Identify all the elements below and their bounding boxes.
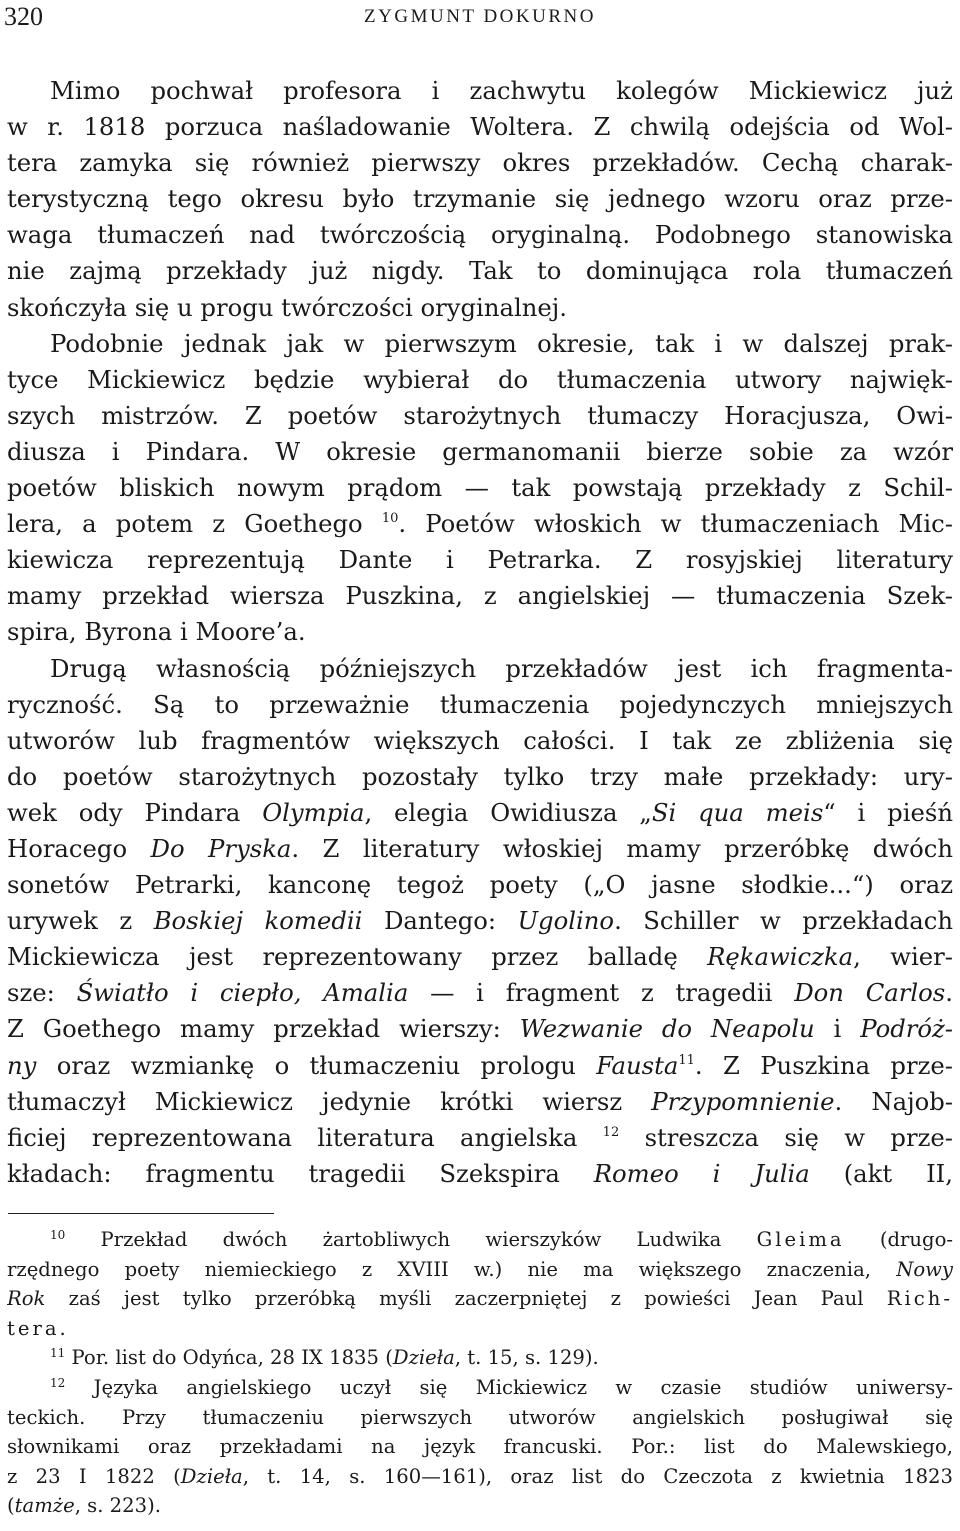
- main-text: [7, 73, 953, 1192]
- spaced-name: tera: [7, 1316, 60, 1340]
- text-line: [7, 181, 953, 217]
- line-text: szych mistrzów. Z poetów starożytnych tłumaczy Horacjusza, Owi-: [7, 400, 953, 430]
- line-text: . Schiller w przekładach: [614, 906, 953, 936]
- footnote-ref-11: 11: [678, 1052, 695, 1068]
- footnote-label: 10: [50, 1228, 66, 1242]
- footnote-text: , s. 223).: [74, 1494, 161, 1518]
- line-text: “ i pieśń: [823, 797, 953, 827]
- text-line: [7, 145, 953, 181]
- title-italic: Światło i ciepło, Amalia: [76, 978, 409, 1008]
- line-text: wek ody Pindara: [7, 797, 263, 827]
- line-text: poetów bliskich nowym prądom — tak powstają przekłady z Schil-: [7, 473, 953, 503]
- footnote-text: Por. list do Odyńca, 28 IX 1835 (: [65, 1346, 393, 1370]
- text-line: [7, 1120, 953, 1156]
- line-text: sze:: [7, 978, 77, 1008]
- line-text: streszcza się w prze-: [619, 1122, 953, 1152]
- text-line: [7, 217, 953, 253]
- footnote-label: 11: [50, 1346, 66, 1361]
- title-italic: Nowy: [896, 1257, 953, 1281]
- footnote-ref-12: 12: [602, 1124, 620, 1140]
- line-text: waga tłumaczeń nad twórczością oryginalną. Podobnego stanowiska: [7, 220, 953, 250]
- line-text: .: [945, 978, 953, 1008]
- footnote-line: [7, 1491, 953, 1521]
- line-text: ryczność. Są to przeważnie tłumaczenia pojedynczych mniejszych: [7, 689, 953, 719]
- running-head: ZYGMUNT DOKURNO: [364, 6, 596, 27]
- footnote-line: [7, 1284, 953, 1314]
- line-text: Z Goethego mamy przekład wierszy:: [7, 1014, 520, 1044]
- text-line: [7, 506, 953, 542]
- footnote-line: [7, 1462, 953, 1492]
- line-text: (akt II,: [809, 1158, 953, 1188]
- footnote-10: [7, 1225, 953, 1255]
- text-line: [7, 651, 953, 687]
- title-italic: Podróż-: [860, 1014, 953, 1044]
- line-text: skończyła się u progu twórczości oryginalnej.: [7, 292, 568, 322]
- footnotes: [7, 1225, 953, 1521]
- text-line: [7, 470, 953, 506]
- footnote-text: (drugo-: [844, 1228, 953, 1251]
- footnote-text: , t. 14, s. 160—161), oraz list do Czeczota z kwietnia 1823: [242, 1464, 953, 1488]
- footnote-line: [7, 1432, 953, 1462]
- line-text: sonetów Petrarki, kanconę tegoż poety („O jasne słodkie...“) oraz: [7, 870, 953, 900]
- text-line: [7, 867, 953, 903]
- line-text: mamy przekład wiersza Puszkina, z angielskiej — tłumaczenia Szek-: [7, 581, 953, 611]
- text-line: [7, 614, 953, 650]
- page-header: [0, 2, 960, 32]
- text-line: [7, 831, 953, 867]
- line-text: kładach: fragmentu tragedii Szekspira: [7, 1158, 594, 1188]
- text-line: [7, 290, 953, 326]
- footnote-text: Przekład dwóch żartobliwych wierszyków Ludwika: [65, 1228, 757, 1251]
- line-text: urywek z: [7, 906, 154, 936]
- text-line: [7, 723, 953, 759]
- footnote-text: Języka angielskiego uczył się Mickiewicz w czasie studiów uniwersy-: [65, 1375, 953, 1399]
- line-text: do poetów starożytnych pozostały tylko trzy małe przekłady: ury-: [7, 761, 953, 791]
- line-text: , wier-: [853, 942, 953, 972]
- spaced-name: Rich-: [886, 1287, 953, 1311]
- line-text: diusza i Pindara. W okresie germanomanii bierze sobie za wzór: [7, 436, 953, 466]
- footnote-text: rzędnego poety niemieckiego z XVIII w.) nie ma większego znaczenia,: [7, 1257, 897, 1281]
- text-line: [7, 1156, 953, 1192]
- line-text: ficiej reprezentowana literatura angielska: [7, 1122, 603, 1152]
- title-italic: Do Pryska: [150, 833, 292, 863]
- footnote-label: 12: [50, 1375, 66, 1390]
- text-line: [7, 398, 953, 434]
- line-text: . Najob-: [834, 1086, 953, 1116]
- title-italic: Boskiej komedii: [153, 906, 363, 936]
- footnote-text: (: [7, 1494, 15, 1518]
- title-italic: Przypomnienie: [651, 1086, 835, 1116]
- text-line: [7, 253, 953, 289]
- text-line: [7, 109, 953, 145]
- spaced-name: Gleima: [756, 1228, 845, 1251]
- line-text: Drugą własnością późniejszych przekładów jest ich fragmenta-: [50, 653, 953, 683]
- title-italic: Si qua meis: [651, 797, 824, 827]
- line-text: , elegia Owidiusza „: [364, 797, 652, 827]
- text-line: [7, 73, 953, 109]
- title-italic: Fausta: [596, 1050, 679, 1080]
- title-italic: Rękawiczka: [707, 942, 854, 972]
- footnote-11: [7, 1343, 953, 1373]
- footnote-12: [7, 1373, 953, 1403]
- text-line: [7, 326, 953, 362]
- line-text: Podobnie jednak jak w pierwszym okresie, tak i w dalszej prak-: [50, 328, 953, 358]
- line-text: Horacego: [7, 833, 151, 863]
- line-text: tyce Mickiewicz będzie wybierał do tłumaczenia utwory najwięk-: [7, 364, 953, 394]
- footnote-line: [7, 1403, 953, 1433]
- text-line: [7, 975, 953, 1011]
- text-line: [7, 578, 953, 614]
- title-italic: Ugolino: [517, 906, 615, 936]
- footnote-text: teckich. Przy tłumaczeniu pierwszych utworów angielskich posługiwał się: [7, 1405, 953, 1429]
- line-text: Dantego:: [362, 906, 518, 936]
- footnote-text: słownikami oraz przekładami na język francuski. Por.: list do Malewskiego,: [7, 1435, 953, 1459]
- text-line: [7, 759, 953, 795]
- title-italic: Romeo i Julia: [593, 1158, 810, 1188]
- line-text: oraz wzmiankę o tłumaczeniu prologu: [36, 1050, 597, 1080]
- line-text: lera, a potem z Goethego: [7, 509, 382, 539]
- footnote-line: [7, 1255, 953, 1285]
- text-line: [7, 362, 953, 398]
- line-text: — i fragment z tragedii: [408, 978, 795, 1008]
- page-number: 320: [4, 2, 43, 31]
- footnote-text: , t. 15, s. 129).: [454, 1346, 599, 1370]
- text-line: [7, 903, 953, 939]
- line-text: tłumaczył Mickiewicz jedynie krótki wiersz: [7, 1086, 652, 1116]
- footnote-line: [7, 1314, 953, 1344]
- text-line: [7, 795, 953, 831]
- title-italic: Rok: [7, 1287, 46, 1311]
- line-text: . Z literatury włoskiej mamy przeróbkę dwóch: [291, 833, 953, 863]
- title-italic: Dzieła: [180, 1464, 243, 1488]
- title-italic: ny: [7, 1050, 37, 1080]
- text-line: [7, 1011, 953, 1047]
- title-italic: Dzieła: [392, 1346, 455, 1370]
- title-italic: Wezwanie do Neapolu: [519, 1014, 815, 1044]
- text-line: [7, 542, 953, 578]
- footnote-ref-10: 10: [381, 511, 399, 527]
- footnote-text: zaś jest tylko przeróbką myśli zaczerpniętej z powieści Jean Paul: [45, 1287, 887, 1311]
- line-text: utworów lub fragmentów większych całości. I tak ze zbliżenia się: [7, 725, 953, 755]
- line-text: . Z Puszkina prze-: [694, 1050, 953, 1080]
- line-text: Mickiewicza jest reprezentowany przez balladę: [7, 942, 708, 972]
- title-italic: Don Carlos: [794, 978, 946, 1008]
- footnote-text: z 23 I 1822 (: [7, 1464, 181, 1488]
- title-italic: tamże: [14, 1494, 75, 1518]
- text-line: [7, 939, 953, 975]
- line-text: . Poetów włoskich w tłumaczeniach Mic-: [398, 509, 953, 539]
- line-text: kiewicza reprezentują Dante i Petrarka. Z rosyjskiej literatury: [7, 545, 953, 575]
- title-italic: Olympia: [262, 797, 365, 827]
- line-text: terystyczną tego okresu było trzymanie się jednego wzoru oraz prze-: [7, 184, 953, 214]
- text-line: [7, 687, 953, 723]
- line-text: tera zamyka się również pierwszy okres przekładów. Cechą charak-: [7, 148, 953, 178]
- line-text: Mimo pochwał profesora i zachwytu kolegów Mickiewicz już: [50, 76, 953, 105]
- footnote-separator: [8, 1213, 274, 1214]
- footnote-text: .: [59, 1316, 66, 1340]
- text-line: [7, 1048, 953, 1084]
- line-text: i: [814, 1014, 861, 1044]
- text-line: [7, 434, 953, 470]
- line-text: spira, Byrona i Moore’a.: [7, 617, 306, 647]
- line-text: nie zajmą przekłady już nigdy. Tak to dominująca rola tłumaczeń: [7, 256, 953, 286]
- text-line: [7, 1084, 953, 1120]
- line-text: w r. 1818 porzuca naśladowanie Woltera. Z chwilą odejścia od Wol-: [7, 112, 953, 142]
